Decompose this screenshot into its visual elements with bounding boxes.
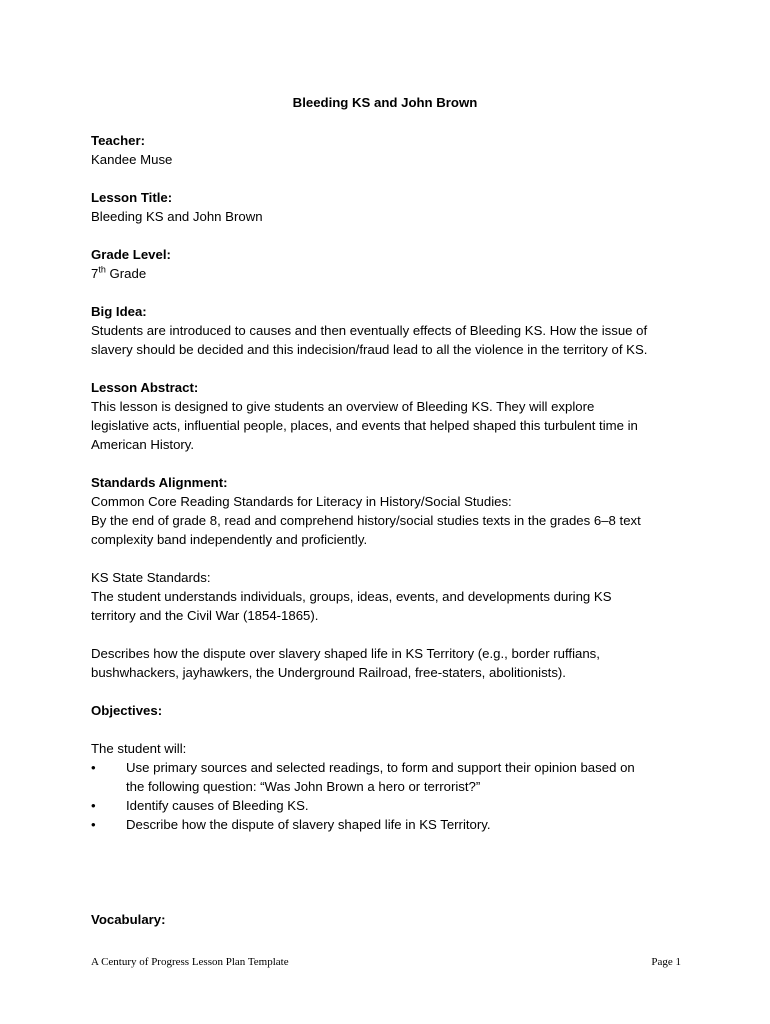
teacher-label: Teacher: — [91, 133, 145, 148]
objective-text: Identify causes of Bleeding KS. — [126, 798, 309, 813]
objectives-label: Objectives: — [91, 703, 163, 718]
big-idea-section — [91, 302, 691, 359]
grade-level-label: Grade Level: — [91, 247, 171, 262]
grade-number: 7 — [91, 266, 99, 281]
standards-label: Standards Alignment: — [91, 475, 228, 490]
standards-line: The student understands individuals, groups, ideas, events, and developments during KS — [91, 589, 612, 604]
bullet-icon: • — [91, 798, 96, 813]
objectives-list-block — [91, 739, 691, 834]
spacer — [91, 834, 691, 910]
grade-level-section — [91, 245, 691, 283]
lesson-abstract-line: This lesson is designed to give students an overview of Bleeding KS. They will explore — [91, 399, 595, 414]
vocabulary-section — [91, 910, 691, 929]
big-idea-line: Students are introduced to causes and then eventually effects of Bleeding KS. How the issue of — [91, 323, 648, 338]
teacher-value: Kandee Muse — [91, 152, 173, 167]
list-item — [91, 758, 691, 796]
ks-state-standards — [91, 568, 691, 625]
grade-level-value — [91, 264, 691, 283]
standards-line: By the end of grade 8, read and comprehend history/social studies texts in the grades 6–8 text — [91, 513, 641, 528]
objectives-intro: The student will: — [91, 741, 187, 756]
lesson-abstract-line: American History. — [91, 437, 195, 452]
grade-ordinal-suffix: th — [98, 264, 106, 275]
standards-line: Common Core Reading Standards for Literacy in History/Social Studies: — [91, 494, 512, 509]
standards-line: bushwhackers, jayhawkers, the Underground Railroad, free-staters, abolitionists). — [91, 665, 566, 680]
common-core-standards — [91, 492, 691, 549]
document-body — [91, 93, 691, 929]
lesson-abstract-section — [91, 378, 691, 454]
standards-description — [91, 644, 691, 682]
big-idea-line: slavery should be decided and this indecision/fraud lead to all the violence in the territory of KS. — [91, 342, 648, 357]
list-item — [91, 796, 691, 815]
document-title: Bleeding KS and John Brown — [292, 95, 478, 110]
standards-line: territory and the Civil War (1854-1865). — [91, 608, 319, 623]
lesson-title-value: Bleeding KS and John Brown — [91, 209, 263, 224]
footer-page-number: Page 1 — [651, 956, 681, 968]
objectives-section — [91, 701, 691, 720]
big-idea-label: Big Idea: — [91, 304, 147, 319]
objective-text: the following question: “Was John Brown a hero or terrorist?” — [126, 779, 481, 794]
standards-line: Describes how the dispute over slavery shaped life in KS Territory (e.g., border ruffians, — [91, 646, 600, 661]
list-item — [91, 815, 691, 834]
lesson-title-label: Lesson Title: — [91, 190, 173, 205]
teacher-section — [91, 131, 691, 169]
objective-text: Describe how the dispute of slavery shaped life in KS Territory. — [126, 817, 491, 832]
standards-line: KS State Standards: — [91, 570, 211, 585]
vocabulary-label: Vocabulary: — [91, 912, 166, 927]
grade-word: Grade — [105, 266, 147, 281]
bullet-icon: • — [91, 760, 96, 775]
lesson-abstract-line: legislative acts, influential people, places, and events that helped shaped this turbulent time in — [91, 418, 638, 433]
lesson-abstract-label: Lesson Abstract: — [91, 380, 199, 395]
standards-section — [91, 473, 691, 682]
bullet-icon: • — [91, 817, 96, 832]
standards-line: complexity band independently and proficiently. — [91, 532, 368, 547]
footer-template-name: A Century of Progress Lesson Plan Template — [91, 956, 289, 968]
objective-text: Use primary sources and selected readings, to form and support their opinion based on — [126, 760, 635, 775]
lesson-title-section — [91, 188, 691, 226]
objectives-list — [91, 758, 691, 834]
